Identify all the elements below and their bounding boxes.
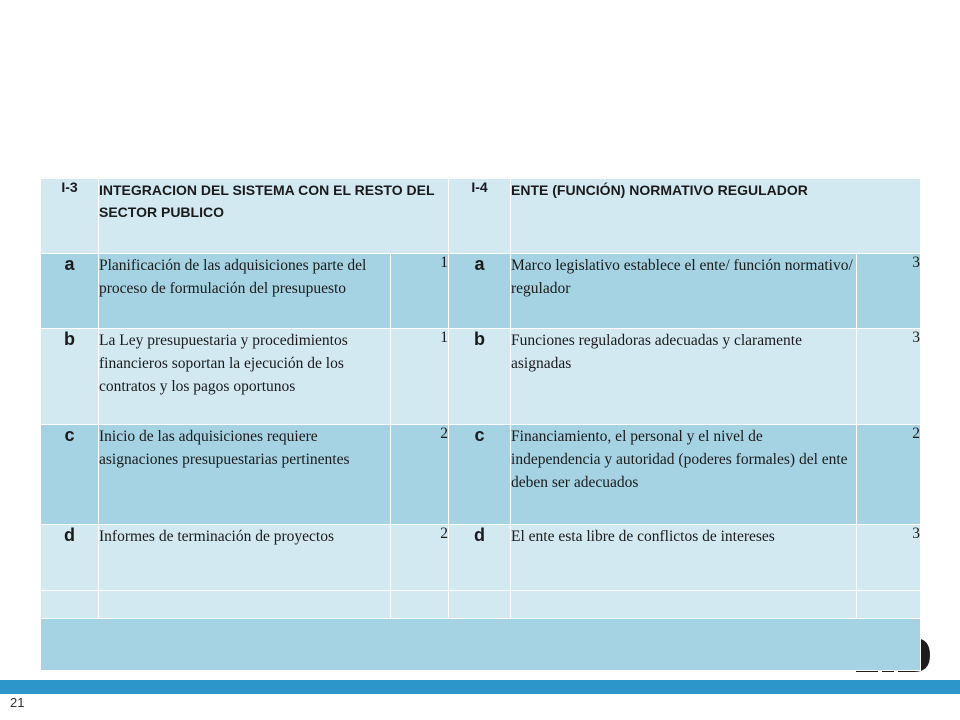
empty-cell [41, 591, 99, 619]
left-row-score: 2 [391, 425, 449, 525]
left-indicator-title: INTEGRACION DEL SISTEMA CON EL RESTO DEL SECTOR PUBLICO [99, 179, 449, 254]
left-row-description: Planificación de las adquisiciones parte del proceso de formulación del presupuesto [99, 254, 391, 329]
left-row-description: La Ley presupuestaria y procedimientos financieros soportan la ejecución de los contratos y los pagos oportunos [99, 329, 391, 425]
header-row [41, 179, 921, 254]
footer-merged-cell [41, 619, 921, 671]
left-indicator-code: I-3 [41, 179, 99, 254]
right-row-description: Funciones reguladoras adecuadas y claramente asignadas [511, 329, 857, 425]
evaluation-table [40, 178, 921, 671]
right-row-letter: b [449, 329, 511, 425]
page-number: 21 [10, 695, 25, 710]
table-row [41, 525, 921, 591]
right-indicator-code: I-4 [449, 179, 511, 254]
left-row-letter: b [41, 329, 99, 425]
left-row-letter: d [41, 525, 99, 591]
right-row-score: 3 [857, 329, 921, 425]
empty-cell [99, 591, 391, 619]
empty-cell [449, 591, 511, 619]
right-row-description: Financiamiento, el personal y el nivel de independencia y autoridad (poderes formales) del ente deben ser adecuados [511, 425, 857, 525]
table-row [41, 425, 921, 525]
right-row-letter: d [449, 525, 511, 591]
empty-cell [391, 591, 449, 619]
left-row-description: Informes de terminación de proyectos [99, 525, 391, 591]
left-row-letter: a [41, 254, 99, 329]
right-indicator-title: ENTE (FUNCIÓN) NORMATIVO REGULADOR [511, 179, 921, 254]
right-row-score: 2 [857, 425, 921, 525]
left-row-description: Inicio de las adquisiciones requiere asignaciones presupuestarias pertinentes [99, 425, 391, 525]
right-row-description: Marco legislativo establece el ente/ función normativo/ regulador [511, 254, 857, 329]
empty-cell [857, 591, 921, 619]
table-row [41, 329, 921, 425]
right-row-letter: c [449, 425, 511, 525]
left-row-score: 1 [391, 329, 449, 425]
right-row-letter: a [449, 254, 511, 329]
left-row-score: 1 [391, 254, 449, 329]
table-row [41, 254, 921, 329]
right-row-score: 3 [857, 525, 921, 591]
right-row-description: El ente esta libre de conflictos de intereses [511, 525, 857, 591]
left-row-score: 2 [391, 525, 449, 591]
bottom-bar [0, 680, 960, 694]
empty-row [41, 591, 921, 619]
empty-cell [511, 591, 857, 619]
left-row-letter: c [41, 425, 99, 525]
right-row-score: 3 [857, 254, 921, 329]
footer-row [41, 619, 921, 671]
